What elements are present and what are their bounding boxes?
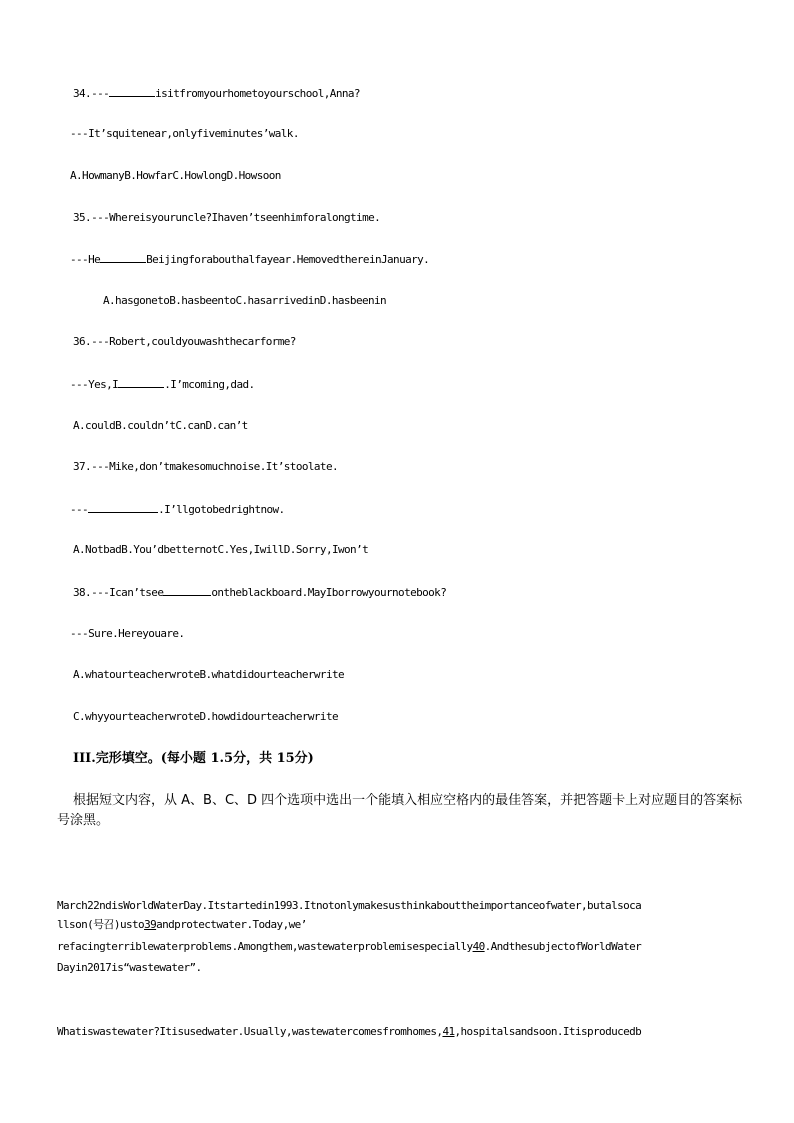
section-instruction: 根据短文内容，从 A、B、C、D 四个选项中选出一个能填入相应空格内的最佳答案，并把答题卡上对应题目的答案标号涂黑。 [57, 793, 743, 828]
question-37-options: A.NotbadB.You’dbetternotC.Yes,IwillD.Sorry,Iwon’t [73, 543, 369, 556]
question-36-options: A.couldB.couldn’tC.canD.can’t [73, 419, 248, 432]
passage-line-5 [57, 1025, 641, 1039]
question-37: 37.---Mike,don’tmakesomuchnoise.It’stoolate. [73, 460, 338, 473]
question-38-answer: ---Sure.Hereyouare. [70, 627, 185, 640]
blank-41: 41 [442, 1025, 455, 1038]
answer-blank [118, 377, 164, 388]
passage-line-2-start: llson(号召)usto [57, 918, 145, 931]
question-35-answer [70, 252, 429, 267]
passage-line-3-end: .AndthesubjectofWorldWater [484, 940, 642, 953]
question-36-answer-text: .I’mcoming,dad. [164, 378, 255, 391]
passage-line-3 [57, 940, 641, 954]
question-35: 35.---Whereisyouruncle?Ihaven’tseenhimforalongtime. [73, 211, 381, 224]
answer-blank [88, 502, 158, 513]
answer-blank [100, 252, 146, 263]
passage-line-2 [57, 918, 307, 932]
question-35-options: A.hasgonetoB.hasbeentoC.hasarrivedinD.hasbeenin [103, 294, 387, 307]
passage-line-5-end: ,hospitalsandsoon.Itisproducedb [454, 1025, 642, 1038]
passage-line-4: Dayin2017is“wastewater”. [57, 961, 202, 974]
question-37-answer [70, 502, 285, 517]
question-34-answer: ---It’squitenear,onlyfiveminutes’walk. [70, 127, 299, 140]
question-36-answer-prefix: ---Yes,I [70, 378, 119, 391]
question-38-text: ontheblackboard.MayIborrowyournotebook? [211, 586, 447, 599]
question-34-text: isitfromyourhometoyourschool,Anna? [155, 87, 360, 100]
question-38-options-ab: A.whatourteacherwroteB.whatdidourteacherwrite [73, 668, 345, 681]
question-36: 36.---Robert,couldyouwashthecarforme? [73, 335, 296, 348]
question-34-prefix: 34.--- [73, 87, 110, 100]
question-38-options-cd: C.whyyourteacherwroteD.howdidourteacherwrite [73, 710, 338, 723]
question-38-prefix: 38.---Ican’tsee [73, 586, 164, 599]
question-37-answer-prefix: --- [70, 503, 89, 516]
answer-blank [109, 86, 155, 97]
passage-line-1: March22ndisWorldWaterDay.Itstartedin1993.Itnotonlymakesusthinkabouttheimportanceofwater,butalsoca [57, 899, 642, 912]
question-35-answer-prefix: ---He [70, 253, 101, 266]
passage-line-5-start: Whatiswastewater?Itisusedwater.Usually,wastewatercomesfromhomes, [57, 1025, 443, 1038]
question-36-answer [70, 377, 255, 392]
question-38 [73, 585, 446, 600]
answer-blank [163, 585, 211, 596]
question-37-answer-text: .I’llgotobedrightnow. [158, 503, 285, 516]
passage-line-3-start: refacingterriblewaterproblems.Amongthem,wastewaterproblemisespecially [57, 940, 473, 953]
question-34 [73, 86, 360, 101]
blank-40: 40 [472, 940, 485, 953]
question-34-options: A.HowmanyB.HowfarC.HowlongD.Howsoon [70, 169, 281, 182]
question-35-answer-text: Beijingforabouthalfayear.HemovedthereinJanuary. [146, 253, 430, 266]
blank-39: 39 [144, 918, 157, 931]
passage-line-2-end: andprotectwater.Today,we’ [156, 918, 307, 931]
section-heading: III.完形填空。(每小题 1.5分，共 15分) [73, 751, 314, 766]
